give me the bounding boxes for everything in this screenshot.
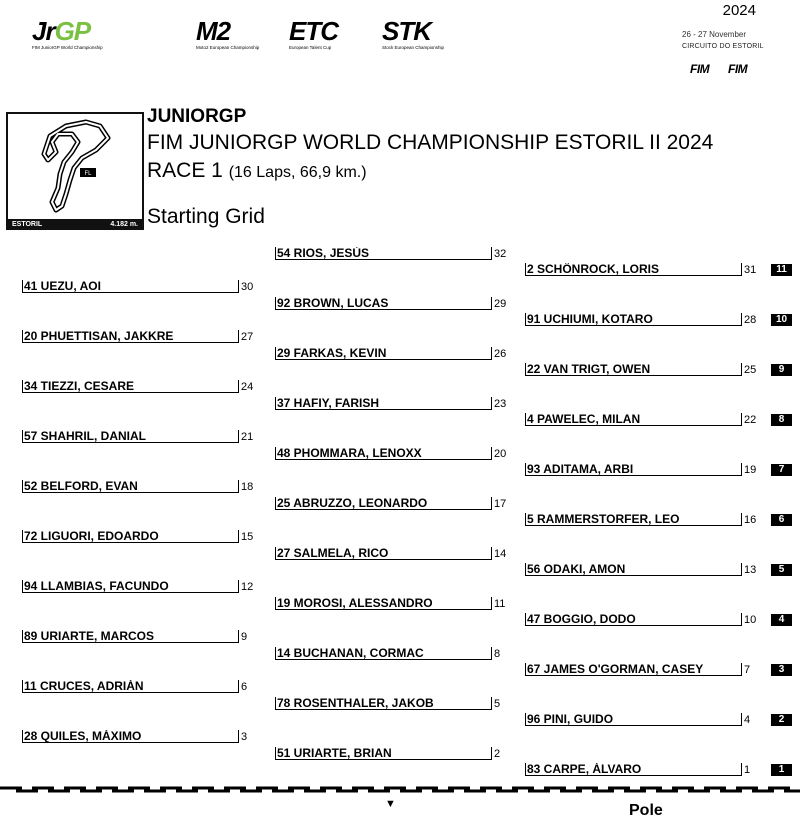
etc-logo: [289, 18, 338, 50]
rider-name: 52 BELFORD, EVAN: [22, 480, 238, 493]
grid-slot: [22, 380, 260, 394]
rider-name: 25 ABRUZZO, LEONARDO: [275, 497, 491, 510]
grid-slot: [22, 480, 260, 494]
rider-name: 89 URIARTE, MARCOS: [22, 630, 238, 643]
grid-slot: [525, 463, 763, 477]
grid-position: 24: [238, 380, 253, 393]
grid-row-number: 3: [771, 664, 792, 676]
rider-name: 67 JAMES O'GORMAN, CASEY: [525, 663, 741, 676]
grid-slot: [22, 580, 260, 594]
logo-text: STK: [382, 16, 431, 46]
grid-position: 12: [238, 580, 253, 593]
juniorgp-logo: [32, 18, 103, 50]
grid-position: 30: [238, 280, 253, 293]
track-info-bar: [6, 219, 144, 230]
grid-row-number: 10: [771, 314, 792, 326]
grid-row-number: 6: [771, 514, 792, 526]
grid-position: 19: [741, 463, 756, 476]
circuit-name: CIRCUITO DO ESTORIL: [682, 43, 764, 50]
event-year: 2024: [722, 2, 756, 19]
grid-slot: [22, 330, 260, 344]
grid-slot: [275, 647, 513, 661]
direction-arrow-icon: ▼: [385, 798, 396, 810]
grid-position: 3: [238, 730, 247, 743]
grid-slot: [275, 747, 513, 761]
rider-name: 94 LLAMBIAS, FACUNDO: [22, 580, 238, 593]
grid-slot: [275, 697, 513, 711]
grid-row-number: 5: [771, 564, 792, 576]
race-details: (16 Laps, 66,9 km.): [228, 164, 367, 181]
grid-position: 28: [741, 313, 756, 326]
race-title: [147, 159, 367, 183]
grid-slot: [22, 630, 260, 644]
rider-name: 48 PHOMMARA, LENOXX: [275, 447, 491, 460]
grid-position: 32: [491, 247, 506, 260]
grid-position: 11: [491, 597, 505, 610]
grid-position: 15: [238, 530, 253, 543]
race-name: RACE 1: [147, 159, 223, 182]
rider-name: 28 QUILES, MÁXIMO: [22, 730, 238, 743]
grid-slot: [22, 680, 260, 694]
logo-text: M2: [196, 16, 231, 46]
rider-name: 56 ODAKI, AMON: [525, 563, 741, 576]
grid-position: 25: [741, 363, 756, 376]
grid-position: 16: [741, 513, 756, 526]
start-line: [0, 784, 800, 794]
grid-position: 2: [491, 747, 500, 760]
grid-position: 26: [491, 347, 506, 360]
grid-position: 23: [491, 397, 506, 410]
track-name: ESTORIL: [12, 221, 43, 228]
grid-slot: [275, 247, 513, 261]
pole-label: Pole: [629, 802, 663, 819]
logo-text: ETC: [289, 16, 338, 46]
grid-row-number: 9: [771, 364, 792, 376]
logo-text: JrGP: [32, 16, 91, 46]
grid-slot: [22, 530, 260, 544]
grid-position: 4: [741, 713, 750, 726]
rider-name: 83 CARPE, ÁLVARO: [525, 763, 741, 776]
rider-name: 5 RAMMERSTORFER, LEO: [525, 513, 741, 526]
rider-name: 72 LIGUORI, EDOARDO: [22, 530, 238, 543]
grid-slot: [22, 730, 260, 744]
grid-position: 6: [238, 680, 247, 693]
rider-name: 37 HAFIY, FARISH: [275, 397, 491, 410]
rider-name: 51 URIARTE, BRIAN: [275, 747, 491, 760]
grid-slot: [525, 663, 763, 677]
fl-label: FL: [84, 171, 92, 177]
grid-position: 27: [238, 330, 253, 343]
grid-slot: [275, 497, 513, 511]
track-map: [6, 112, 144, 229]
grid-position: 5: [491, 697, 500, 710]
rider-name: 4 PAWELEC, MILAN: [525, 413, 741, 426]
grid-slot: [525, 563, 763, 577]
stk-logo: [382, 18, 444, 50]
grid-position: 17: [491, 497, 506, 510]
grid-position: 29: [491, 297, 506, 310]
grid-slot: [525, 263, 763, 277]
track-length: 4.182 m.: [110, 221, 138, 228]
grid-row-number: 2: [771, 714, 792, 726]
grid-slot: [525, 313, 763, 327]
grid-position: 22: [741, 413, 756, 426]
grid-slot: [275, 397, 513, 411]
grid-position: 7: [741, 663, 750, 676]
rider-name: 22 VAN TRIGT, OWEN: [525, 363, 741, 376]
moto2-european-logo: [196, 18, 259, 50]
grid-position: 8: [491, 647, 500, 660]
grid-slot: [525, 363, 763, 377]
grid-row-number: 7: [771, 464, 792, 476]
grid-slot: [275, 447, 513, 461]
fim-logo: FIM: [728, 62, 748, 76]
grid-position: 20: [491, 447, 506, 460]
grid-slot: [525, 763, 763, 777]
grid-slot: [275, 547, 513, 561]
rider-name: 91 UCHIUMI, KOTARO: [525, 313, 741, 326]
grid-slot: [22, 280, 260, 294]
rider-name: 78 ROSENTHALER, JAKOB: [275, 697, 491, 710]
grid-position: 14: [491, 547, 506, 560]
grid-position: 18: [238, 480, 253, 493]
grid-slot: [275, 597, 513, 611]
document-title: Starting Grid: [147, 205, 265, 228]
grid-position: 31: [741, 263, 756, 276]
rider-name: 20 PHUETTISAN, JAKKRE: [22, 330, 238, 343]
grid-slot: [525, 513, 763, 527]
grid-position: 13: [741, 563, 756, 576]
grid-slot: [275, 347, 513, 361]
logo-caption: European Talent Cup: [289, 45, 332, 50]
rider-name: 29 FARKAS, KEVIN: [275, 347, 491, 360]
grid-slot: [525, 413, 763, 427]
grid-slot: [22, 430, 260, 444]
rider-name: 93 ADITAMA, ARBI: [525, 463, 741, 476]
rider-name: 14 BUCHANAN, CORMAC: [275, 647, 491, 660]
rider-name: 19 MOROSI, ALESSANDRO: [275, 597, 491, 610]
series-title: JUNIORGP: [147, 106, 247, 127]
grid-row-number: 8: [771, 414, 792, 426]
grid-slot: [275, 297, 513, 311]
grid-position: 10: [741, 613, 756, 626]
grid-slot: [525, 713, 763, 727]
rider-name: 54 RIOS, JESÚS: [275, 247, 491, 260]
championship-title: FIM JUNIORGP WORLD CHAMPIONSHIP ESTORIL II 2024: [147, 131, 714, 154]
track-outline-icon: [8, 114, 142, 219]
logo-caption: FIM JuniorGP World Championship: [32, 45, 103, 50]
grid-row-number: 11: [771, 264, 792, 276]
grid-row-number: 4: [771, 614, 792, 626]
rider-name: 2 SCHÖNROCK, LORIS: [525, 263, 741, 276]
rider-name: 92 BROWN, LUCAS: [275, 297, 491, 310]
grid-slot: [525, 613, 763, 627]
rider-name: 57 SHAHRIL, DANIAL: [22, 430, 238, 443]
fim-logo: FIM: [690, 62, 710, 76]
rider-name: 11 CRUCES, ADRIÁN: [22, 680, 238, 693]
rider-name: 47 BOGGIO, DODO: [525, 613, 741, 626]
rider-name: 27 SALMELA, RICO: [275, 547, 491, 560]
grid-position: 9: [238, 630, 247, 643]
grid-position: 21: [238, 430, 253, 443]
logo-caption: Moto2 European Championship: [196, 45, 260, 50]
rider-name: 41 UEZU, AOI: [22, 280, 238, 293]
grid-position: 1: [741, 763, 750, 776]
logo-caption: Stock European Championship: [382, 45, 445, 50]
grid-row-number: 1: [771, 764, 792, 776]
event-dates: 26 - 27 November: [682, 30, 747, 39]
rider-name: 96 PINI, GUIDO: [525, 713, 741, 726]
rider-name: 34 TIEZZI, CESARE: [22, 380, 238, 393]
